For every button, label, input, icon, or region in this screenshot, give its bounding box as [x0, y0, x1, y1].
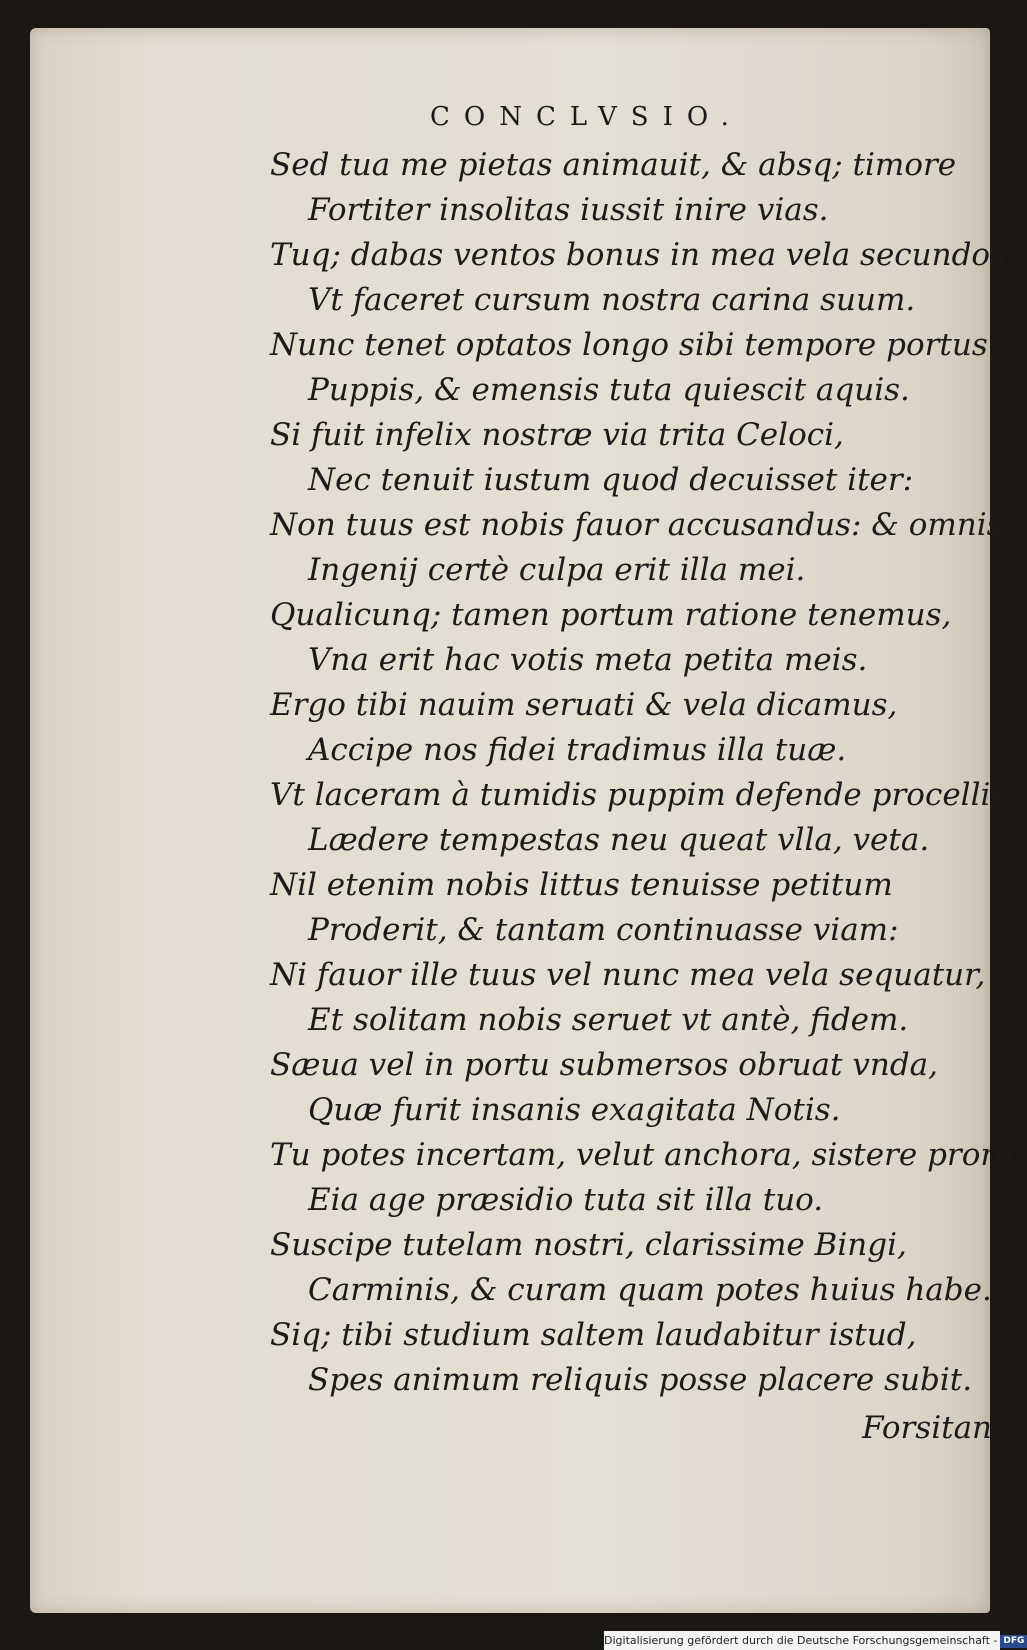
- verse-line: Non tuus est nobis fauor accusandus: & omnis: [270, 507, 1003, 543]
- verse-line: Si fuit infelix nostræ via trita Celoci,: [270, 417, 844, 453]
- verse-line: Nec tenuit iustum quod decuisset iter:: [308, 462, 914, 498]
- verse-line: Eia age præsidio tuta sit illa tuo.: [308, 1182, 824, 1218]
- verse-line: Nunc tenet optatos longo sibi tempore portus: [270, 327, 988, 363]
- verse-line: Nil etenim nobis littus tenuisse petitum: [270, 867, 893, 903]
- verse-line: Tu potes incertam, velut anchora, sistere prorã,: [270, 1137, 1024, 1173]
- verse-line: Ni fauor ille tuus vel nunc mea vela sequatur,: [270, 957, 986, 993]
- credit-text: Digitalisierung gefördert durch die Deutsche Forschungsgemeinschaft -: [604, 1634, 998, 1647]
- verse-line: Suscipe tutelam nostri, clarissime Bingi,: [270, 1227, 907, 1263]
- verse-line: Proderit, & tantam continuasse viam:: [308, 912, 899, 948]
- verse-line: Vna erit hac votis meta petita meis.: [308, 642, 868, 678]
- verse-line: Accipe nos fidei tradimus illa tuæ.: [308, 732, 847, 768]
- digitization-credit: [604, 1631, 1025, 1650]
- dfg-logo: DFG: [1000, 1635, 1027, 1648]
- verse-line: Sed tua me pietas animauit, & absq; timore: [270, 147, 957, 183]
- verse-line: Spes animum reliquis posse placere subit.: [308, 1362, 973, 1398]
- verse-line: Qualicunq; tamen portum ratione tenemus,: [270, 597, 952, 633]
- verse-line: Et solitam nobis seruet vt antè, fidem.: [308, 1002, 909, 1038]
- verse-line: Siq; tibi studium saltem laudabitur istud,: [270, 1317, 917, 1353]
- page-header: CONCLVSIO.: [430, 102, 743, 132]
- verse-line: Quæ furit insanis exagitata Notis.: [308, 1092, 841, 1128]
- verse-line: Vt faceret cursum nostra carina suum.: [308, 282, 916, 318]
- verse-line: Carminis, & curam quam potes huius habe.: [308, 1272, 992, 1308]
- verse-line: Ingenij certè culpa erit illa mei.: [308, 552, 806, 588]
- verse-line: Fortiter insolitas iussit inire vias.: [308, 192, 829, 228]
- catchword: Forsitan: [862, 1410, 993, 1446]
- verse-line: Ergo tibi nauim seruati & vela dicamus,: [270, 687, 898, 723]
- verse-line: Vt laceram à tumidis puppim defende procellis,: [270, 777, 1017, 813]
- verse-line: Tuq; dabas ventos bonus in mea vela secundos,: [270, 237, 1016, 273]
- verse-line: Sæua vel in portu submersos obruat vnda,: [270, 1047, 938, 1083]
- verse-line: Puppis, & emensis tuta quiescit aquis.: [308, 372, 910, 408]
- verse-line: Lædere tempestas neu queat vlla, veta.: [308, 822, 930, 858]
